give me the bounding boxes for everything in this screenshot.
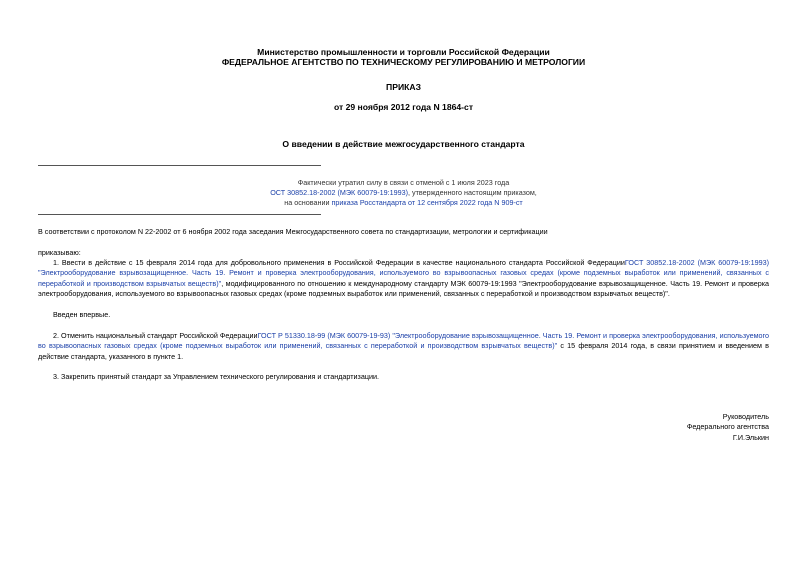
document-date-number: от 29 ноября 2012 года N 1864-ст bbox=[333, 102, 474, 112]
first-introduced-note: Введен впервые. bbox=[53, 310, 111, 319]
paragraph-1 bbox=[38, 258, 769, 299]
agency-name: ФЕДЕРАЛЬНОЕ АГЕНТСТВО ПО ТЕХНИЧЕСКОМУ РЕГУЛИРОВАНИЮ И МЕТРОЛОГИИ bbox=[221, 57, 586, 67]
divider-top bbox=[38, 165, 321, 166]
signature-position: Руководитель bbox=[722, 412, 769, 421]
signature-agency: Федерального агентства bbox=[686, 422, 769, 432]
intro-paragraph: В соответствии с протоколом N 22-2002 от 6 ноября 2002 года заседания Межгосударственного совета по стандартизации, метрологии и сертификации bbox=[38, 227, 548, 236]
status-note-line2 bbox=[0, 188, 807, 198]
document-title: О введении в действие межгосударственного стандарта bbox=[282, 139, 525, 149]
paragraph-3: 3. Закрепить принятый стандарт за Управлением технического регулирования и стандартизации. bbox=[53, 372, 379, 381]
order-link[interactable]: приказа Росстандарта от 12 сентября 2022 года N 909-ст bbox=[331, 198, 523, 207]
status-note-line1: Фактически утратил силу в связи с отменой с 1 июля 2023 года bbox=[297, 178, 510, 187]
standard-link[interactable]: ОСТ 30852.18-2002 (МЭК 60079-19:1993) bbox=[270, 188, 408, 197]
document-type: ПРИКАЗ bbox=[386, 82, 421, 92]
status-note-line3 bbox=[0, 198, 807, 208]
order-word: приказываю: bbox=[38, 248, 81, 257]
paragraph-1-continuation: , модифицированного по отношению к международному стандарту МЭК 60079-19:1993 "Электрооборудование взрывозащищенное. Часть 19. Ремонт и проверка электрооборудования, используемого во взрывоопасных газовых средах (кроме подземных выработок или применений, связанных с переработкой и производством взрывчатых веществ)". bbox=[38, 278, 769, 298]
paragraph-2-text: 2. Отменить национальный стандарт Российской Федерации bbox=[53, 331, 258, 340]
ministry-name: Министерство промышленности и торговли Российской Федерации bbox=[257, 47, 550, 57]
signature-name: Г.И.Элькин bbox=[732, 432, 769, 442]
divider-bottom bbox=[38, 214, 321, 215]
status-note-prefix: на основании bbox=[284, 198, 332, 207]
status-note-text: , утвержденного настоящим приказом, bbox=[407, 188, 537, 197]
paragraph-1-text: 1. Ввести в действие с 15 февраля 2014 года для добровольного применения в Российской Федерации в качестве национального стандарта Российской Федерации bbox=[53, 258, 625, 267]
paragraph-2-continuation: с 15 февраля 2014 года, в связи принятием и введением в действие стандарта, указанного в пункте 1. bbox=[38, 341, 769, 361]
gost-r-51330-link[interactable]: ГОСТ Р 51330.18-99 (МЭК 60079-19-93) "Электрооборудование взрывозащищенное. Часть 19. Ремонт и проверка электрооборудования, используемого во взрывоопасных газовых средах (кроме подземных выработок или применений, связанных с переработкой и производством взрывчатых веществ)" bbox=[38, 331, 769, 351]
gost-30852-link[interactable]: ГОСТ 30852.18-2002 (МЭК 60079-19:1993) "Электрооборудование взрывозащищенное. Часть 19. Ремонт и проверка электрооборудования, используемого во взрывоопасных газовых средах (кроме подземных выработок или применений, связанных с переработкой и производством взрывчатых веществ)" bbox=[38, 258, 770, 288]
paragraph-2 bbox=[38, 331, 769, 362]
signature-block bbox=[687, 412, 769, 443]
